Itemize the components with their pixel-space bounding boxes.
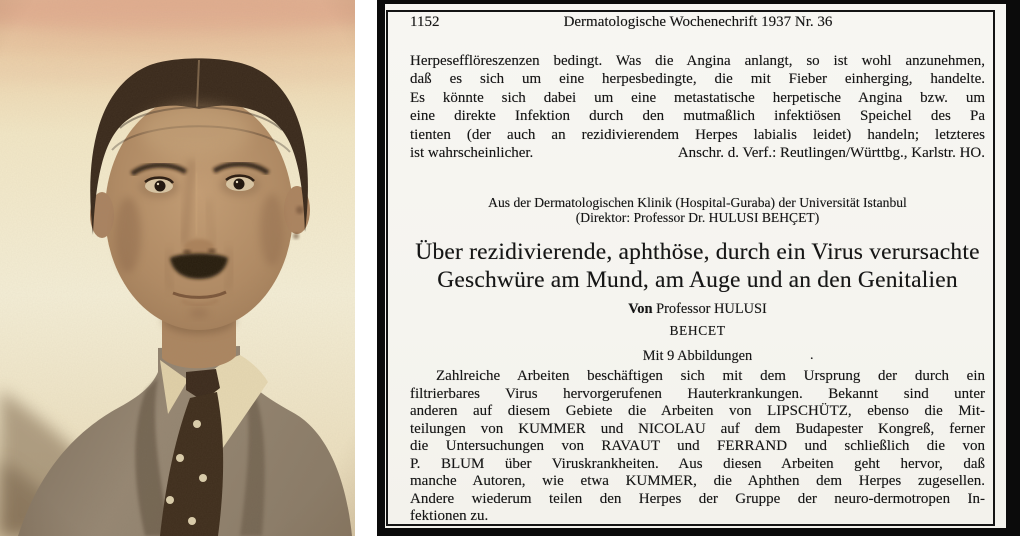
body-paragraph <box>410 368 985 526</box>
text-line: manche Autoren, wie etwa KUMMER, die Aphthen dem Herpes zugesellen. <box>410 473 985 489</box>
article-title <box>410 239 985 294</box>
title-line: Über rezidivierende, aphthöse, durch ein Virus verursachte <box>415 239 980 265</box>
byline-author: Professor HULUSI <box>656 301 767 317</box>
text-line: anderen auf diesem Gebiete die Arbeiten von LIPSCHÜTZ, ebenso die Mit- <box>410 403 985 419</box>
portrait-photo <box>0 0 355 536</box>
page-rule-frame <box>386 10 995 526</box>
affiliation <box>410 195 985 225</box>
text-line <box>410 144 985 162</box>
text-line: eine direkte Infektion durch den mutmaßlich infektiösen Speichel des Pa <box>410 108 985 125</box>
illustrations-note: Mit 9 Abbildungen <box>642 348 753 364</box>
title-line: Geschwüre am Mund, am Auge und an den Genitalien <box>437 266 958 293</box>
journal-title: Dermatologische Wochenechrift 1937 Nr. 36 <box>563 14 833 30</box>
page-number: 1152 <box>410 14 440 30</box>
author-address: Anschr. d. Verf.: Reutlingen/Württbg., Karlstr. HO. <box>677 145 985 162</box>
text-line: die Untersuchungen von RAVAUT und FERRAND und schließlich die von <box>410 438 985 454</box>
affiliation-line: (Direktor: Professor Dr. HULUSI BEHÇET) <box>575 210 820 225</box>
author-surname: BEHCET <box>669 323 726 338</box>
text-line: daß es sich um eine herpesbedingte, die mit Fieber einherging, handelte. <box>410 71 985 88</box>
portrait-illustration <box>0 0 355 536</box>
byline <box>410 301 985 318</box>
text-line: Es könnte sich dabei um eine metastatische herpetische Angina bzw. um <box>410 89 985 106</box>
text-line: P. BLUM über Viruskrankheiten. Aus diesen Arbeiten geht hervor, daß <box>410 455 985 472</box>
text-line: Zahlreiche Arbeiten beschäftigen sich mit dem Ursprung der durch ein <box>436 368 985 384</box>
paragraph-closing: ist wahrscheinlicher. <box>410 145 534 162</box>
text-line: fektionen zu. <box>410 508 489 524</box>
scan-artifact-dot: . <box>810 348 814 363</box>
affiliation-line: Aus der Dermatologischen Klinik (Hospital-Guraba) der Universität Istanbul <box>488 195 907 210</box>
running-head <box>410 14 986 34</box>
text-line: teilungen von KUMMER und NICOLAU auf dem Budapester Kongreß, ferner <box>410 420 985 437</box>
text-line: Andere wiederum teilen den Herpes der Gruppe der neuro-dermotropen In- <box>410 490 985 507</box>
text-line: Herpesefflöreszenzen bedingt. Was die Angina anlangt, so ist wohl anzunehmen, <box>410 53 985 69</box>
journal-page-scan <box>377 0 1020 536</box>
byline-von: Von <box>628 301 653 317</box>
text-line: filtrierbares Virus hervorgerufenen Hauterkrankungen. Bekannt sind unter <box>410 385 985 402</box>
intro-paragraph <box>410 52 985 162</box>
text-line: tienten (der auch an rezidivierendem Herpes labialis leidet) handeln; letzteres <box>410 126 985 143</box>
